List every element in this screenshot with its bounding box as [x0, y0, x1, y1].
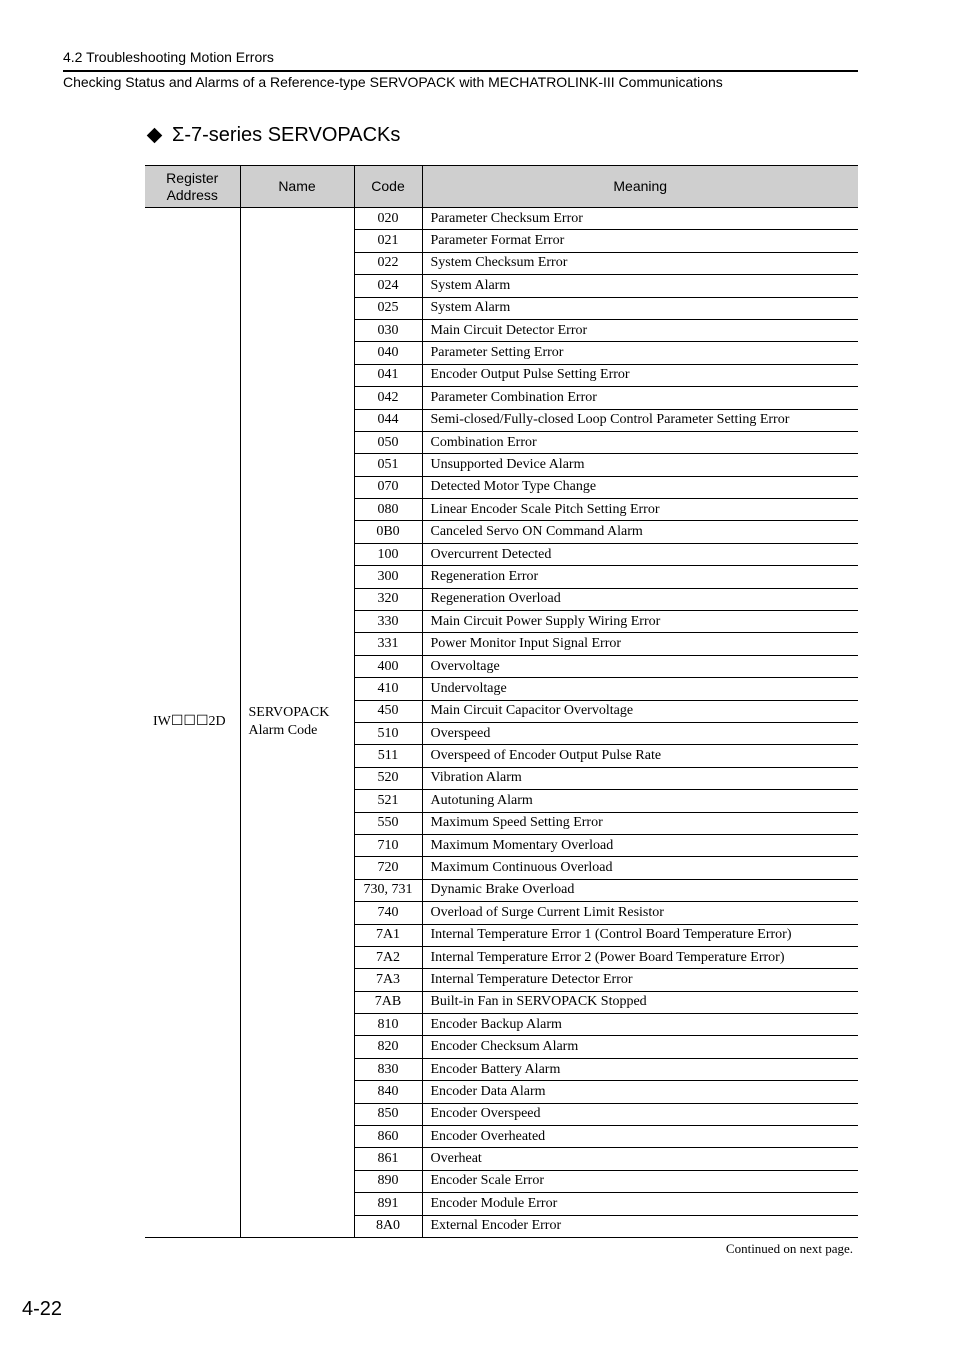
code-cell: 8A0 — [354, 1215, 422, 1237]
meaning-cell: Encoder Overheated — [422, 1126, 858, 1148]
meaning-cell: Overvoltage — [422, 655, 858, 677]
meaning-cell: Encoder Module Error — [422, 1193, 858, 1215]
meaning-cell: Regeneration Error — [422, 566, 858, 588]
meaning-cell: System Checksum Error — [422, 252, 858, 274]
table-row — [145, 208, 858, 230]
meaning-cell: Undervoltage — [422, 678, 858, 700]
code-cell: 021 — [354, 230, 422, 252]
continued-note: Continued on next page. — [725, 1241, 853, 1256]
code-cell: 820 — [354, 1036, 422, 1058]
meaning-cell: Maximum Continuous Overload — [422, 857, 858, 879]
diamond-bullet-icon — [147, 128, 163, 144]
meaning-cell: Overheat — [422, 1148, 858, 1170]
meaning-cell: Maximum Speed Setting Error — [422, 812, 858, 834]
code-cell: 7A3 — [354, 969, 422, 991]
code-cell: 740 — [354, 902, 422, 924]
header-subtitle: Checking Status and Alarms of a Reference-type SERVOPACK with MECHATROLINK-III Communications — [63, 74, 723, 90]
meaning-cell: Encoder Scale Error — [422, 1170, 858, 1192]
code-cell: 100 — [354, 543, 422, 565]
meaning-cell: Parameter Checksum Error — [422, 208, 858, 230]
code-cell: 044 — [354, 409, 422, 431]
meaning-cell: Encoder Battery Alarm — [422, 1058, 858, 1080]
meaning-cell: Combination Error — [422, 431, 858, 453]
alarm-code-table — [145, 165, 858, 1238]
code-cell: 025 — [354, 297, 422, 319]
code-cell: 511 — [354, 745, 422, 767]
meaning-cell: Internal Temperature Error 2 (Power Board Temperature Error) — [422, 946, 858, 968]
meaning-cell: Main Circuit Detector Error — [422, 319, 858, 341]
name-cell — [240, 208, 354, 1238]
code-cell: 830 — [354, 1058, 422, 1080]
meaning-cell: External Encoder Error — [422, 1215, 858, 1237]
code-cell: 020 — [354, 208, 422, 230]
code-cell: 030 — [354, 319, 422, 341]
code-cell: 890 — [354, 1170, 422, 1192]
meaning-cell: Detected Motor Type Change — [422, 476, 858, 498]
code-cell: 320 — [354, 588, 422, 610]
meaning-cell: Internal Temperature Error 1 (Control Board Temperature Error) — [422, 924, 858, 946]
meaning-cell: Overspeed of Encoder Output Pulse Rate — [422, 745, 858, 767]
code-cell: 080 — [354, 499, 422, 521]
meaning-cell: Canceled Servo ON Command Alarm — [422, 521, 858, 543]
meaning-cell: Parameter Format Error — [422, 230, 858, 252]
code-cell: 024 — [354, 275, 422, 297]
code-cell: 891 — [354, 1193, 422, 1215]
code-cell: 861 — [354, 1148, 422, 1170]
header-rule — [63, 70, 858, 72]
code-cell: 850 — [354, 1103, 422, 1125]
code-cell: 300 — [354, 566, 422, 588]
meaning-cell: Dynamic Brake Overload — [422, 879, 858, 901]
code-cell: 042 — [354, 387, 422, 409]
meaning-cell: Maximum Momentary Overload — [422, 834, 858, 856]
section-header: 4.2 Troubleshooting Motion Errors — [63, 49, 274, 65]
meaning-cell: Parameter Combination Error — [422, 387, 858, 409]
meaning-cell: Regeneration Overload — [422, 588, 858, 610]
code-cell: 710 — [354, 834, 422, 856]
meaning-cell: Encoder Data Alarm — [422, 1081, 858, 1103]
table-header-row — [145, 166, 858, 208]
code-cell: 410 — [354, 678, 422, 700]
meaning-cell: Overspeed — [422, 722, 858, 744]
meaning-cell: System Alarm — [422, 275, 858, 297]
meaning-cell: Vibration Alarm — [422, 767, 858, 789]
code-cell: 050 — [354, 431, 422, 453]
name-cell-text: SERVOPACK Alarm Code — [248, 705, 330, 739]
code-cell: 051 — [354, 454, 422, 476]
code-cell: 400 — [354, 655, 422, 677]
meaning-cell: Linear Encoder Scale Pitch Setting Error — [422, 499, 858, 521]
meaning-cell: Overcurrent Detected — [422, 543, 858, 565]
code-cell: 070 — [354, 476, 422, 498]
code-cell: 7AB — [354, 991, 422, 1013]
meaning-cell: Main Circuit Capacitor Overvoltage — [422, 700, 858, 722]
meaning-cell: Built-in Fan in SERVOPACK Stopped — [422, 991, 858, 1013]
meaning-cell: Encoder Overspeed — [422, 1103, 858, 1125]
code-cell: 7A1 — [354, 924, 422, 946]
page-number: 4-22 — [22, 1298, 63, 1320]
code-cell: 041 — [354, 364, 422, 386]
meaning-cell: Encoder Output Pulse Setting Error — [422, 364, 858, 386]
meaning-cell: Encoder Backup Alarm — [422, 1014, 858, 1036]
col-header-register-address: Register Address — [145, 166, 240, 208]
code-cell: 7A2 — [354, 946, 422, 968]
meaning-cell: Overload of Surge Current Limit Resistor — [422, 902, 858, 924]
meaning-cell: Autotuning Alarm — [422, 790, 858, 812]
code-cell: 510 — [354, 722, 422, 744]
code-cell: 0B0 — [354, 521, 422, 543]
code-cell: 022 — [354, 252, 422, 274]
code-cell: 330 — [354, 611, 422, 633]
code-cell: 450 — [354, 700, 422, 722]
code-cell: 860 — [354, 1126, 422, 1148]
meaning-cell: Encoder Checksum Alarm — [422, 1036, 858, 1058]
meaning-cell: Parameter Setting Error — [422, 342, 858, 364]
col-header-name: Name — [240, 166, 354, 208]
col-header-meaning: Meaning — [422, 166, 858, 208]
code-cell: 040 — [354, 342, 422, 364]
col-header-code: Code — [354, 166, 422, 208]
register-address-cell: IW☐☐☐2D — [145, 208, 240, 1238]
code-cell: 720 — [354, 857, 422, 879]
meaning-cell: System Alarm — [422, 297, 858, 319]
section-title — [146, 124, 400, 147]
code-cell: 521 — [354, 790, 422, 812]
meaning-cell: Internal Temperature Detector Error — [422, 969, 858, 991]
code-cell: 331 — [354, 633, 422, 655]
code-cell: 840 — [354, 1081, 422, 1103]
code-cell: 730, 731 — [354, 879, 422, 901]
code-cell: 520 — [354, 767, 422, 789]
meaning-cell: Power Monitor Input Signal Error — [422, 633, 858, 655]
meaning-cell: Unsupported Device Alarm — [422, 454, 858, 476]
code-cell: 550 — [354, 812, 422, 834]
code-cell: 810 — [354, 1014, 422, 1036]
section-title-text: Σ-7-series SERVOPACKs — [172, 124, 401, 146]
meaning-cell: Main Circuit Power Supply Wiring Error — [422, 611, 858, 633]
meaning-cell: Semi-closed/Fully-closed Loop Control Parameter Setting Error — [422, 409, 858, 431]
